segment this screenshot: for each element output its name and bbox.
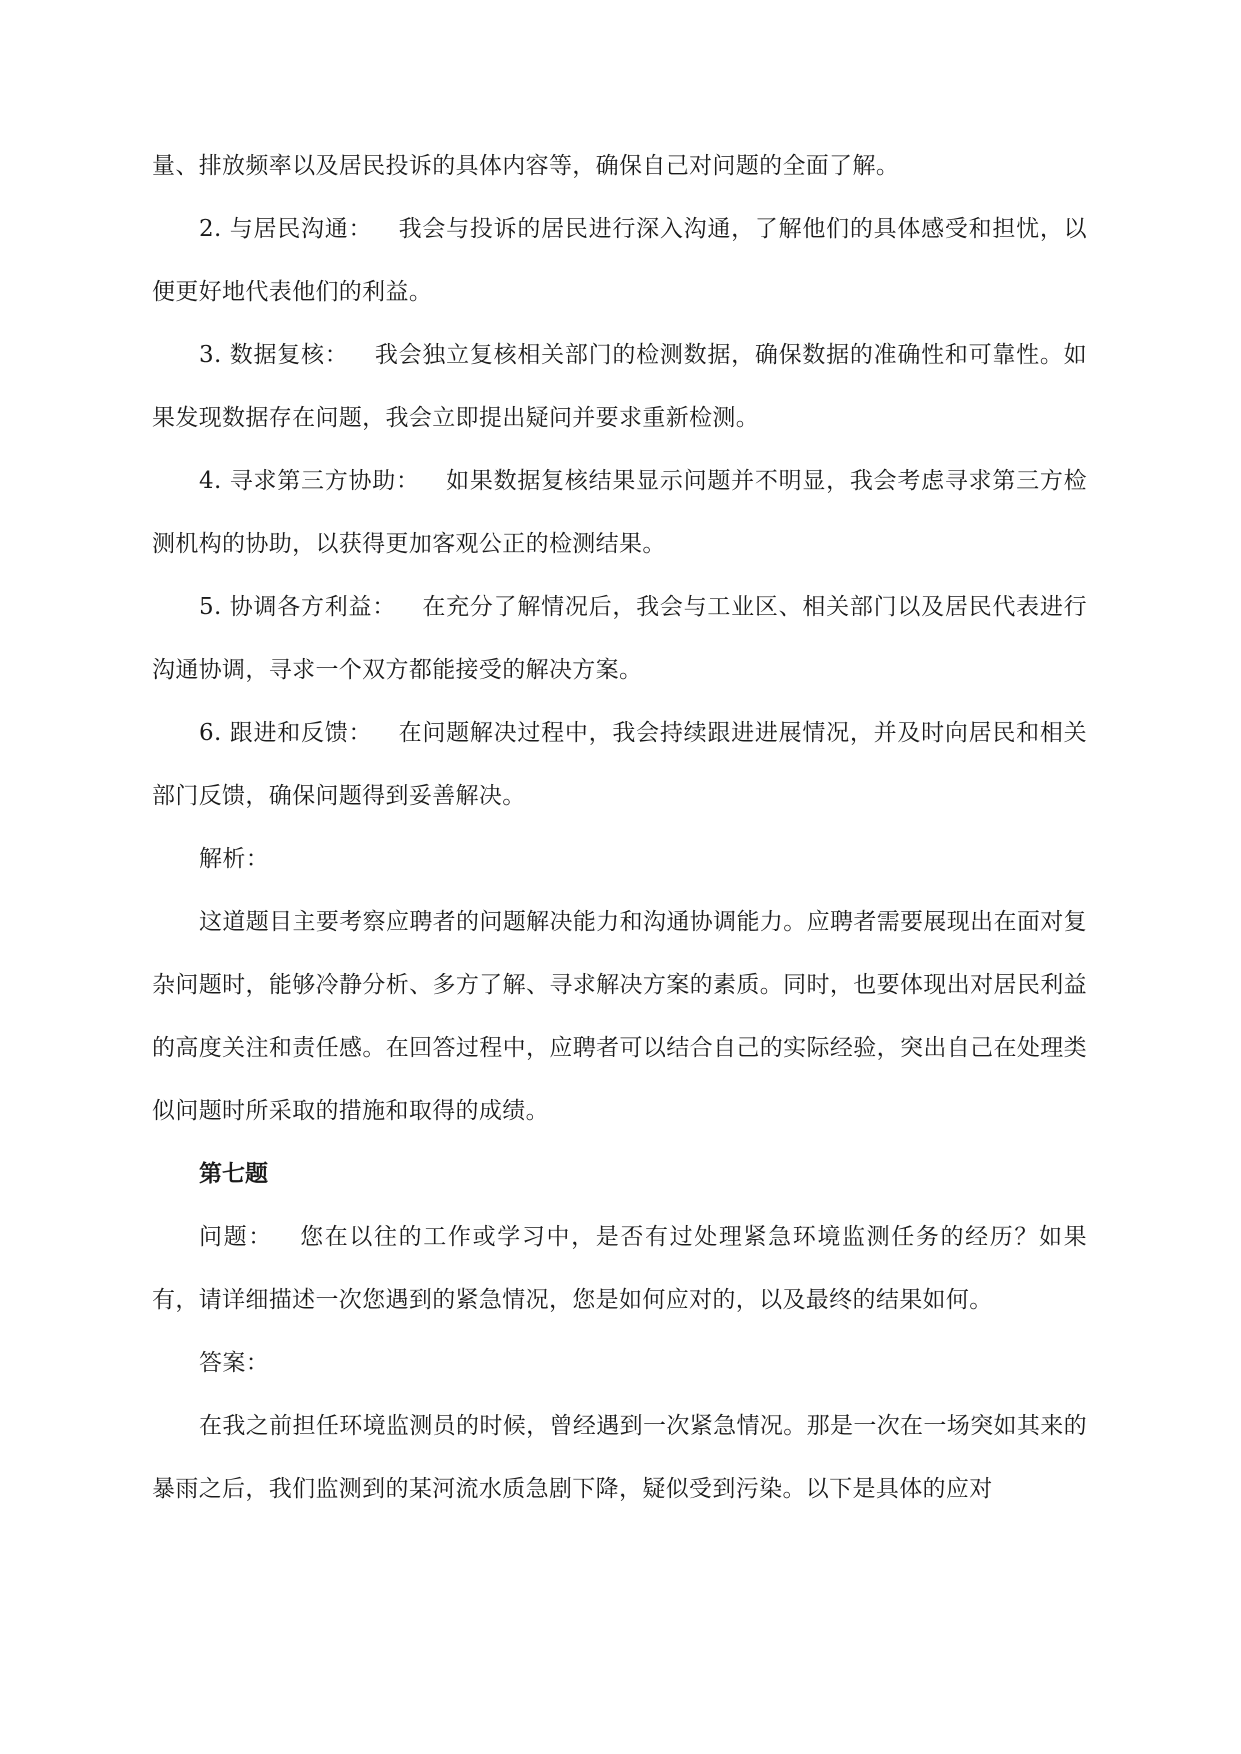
answer-paragraph: 在我之前担任环境监测员的时候，曾经遇到一次紧急情况。那是一次在一场突如其来的暴雨之后，我们监测到的某河流水质急剧下降，疑似受到污染。以下是具体的应对 xyxy=(152,1413,1087,1502)
step-item-3 xyxy=(152,324,1087,450)
step-label: 4. 寻求第三方协助： xyxy=(199,468,420,494)
step-text: 如果数据复核结果显示问题并不明显，我会考虑寻求第三方检测机构的协助，以获得更加客观公正的检测结果。 xyxy=(152,468,1087,557)
step-item-4 xyxy=(152,450,1087,576)
step-label: 3. 数据复核： xyxy=(199,342,349,368)
step-label: 5. 协调各方利益： xyxy=(199,594,396,620)
section-title: 第七题 xyxy=(199,1161,268,1187)
question-paragraph xyxy=(152,1206,1087,1332)
question-label: 问题： xyxy=(199,1224,273,1250)
step-label: 2. 与居民沟通： xyxy=(199,216,373,242)
step-label: 6. 跟进和反馈： xyxy=(199,720,373,746)
step-item-6 xyxy=(152,702,1087,828)
answer-label: 答案： xyxy=(199,1350,270,1376)
step-item-2 xyxy=(152,198,1087,324)
analysis-label: 解析： xyxy=(199,846,270,872)
continuation-paragraph: 量、排放频率以及居民投诉的具体内容等，确保自己对问题的全面了解。 xyxy=(152,153,900,179)
step-text: 我会与投诉的居民进行深入沟通，了解他们的具体感受和担忧，以便更好地代表他们的利益。 xyxy=(152,216,1087,305)
step-item-5 xyxy=(152,576,1087,702)
question-text: 您在以往的工作或学习中，是否有过处理紧急环境监测任务的经历？如果有，请详细描述一次您遇到的紧急情况，您是如何应对的，以及最终的结果如何。 xyxy=(152,1224,1087,1313)
analysis-paragraph: 这道题目主要考察应聘者的问题解决能力和沟通协调能力。应聘者需要展现出在面对复杂问题时，能够冷静分析、多方了解、寻求解决方案的素质。同时，也要体现出对居民利益的高度关注和责任感。在回答过程中，应聘者可以结合自己的实际经验，突出自己在处理类似问题时所采取的措施和取得的成绩。 xyxy=(152,909,1087,1124)
step-text: 我会独立复核相关部门的检测数据，确保数据的准确性和可靠性。如果发现数据存在问题，我会立即提出疑问并要求重新检测。 xyxy=(152,342,1087,431)
step-text: 在问题解决过程中，我会持续跟进进展情况，并及时向居民和相关部门反馈，确保问题得到妥善解决。 xyxy=(152,720,1087,809)
document-page xyxy=(152,0,1087,1521)
step-text: 在充分了解情况后，我会与工业区、相关部门以及居民代表进行沟通协调，寻求一个双方都能接受的解决方案。 xyxy=(152,594,1087,683)
